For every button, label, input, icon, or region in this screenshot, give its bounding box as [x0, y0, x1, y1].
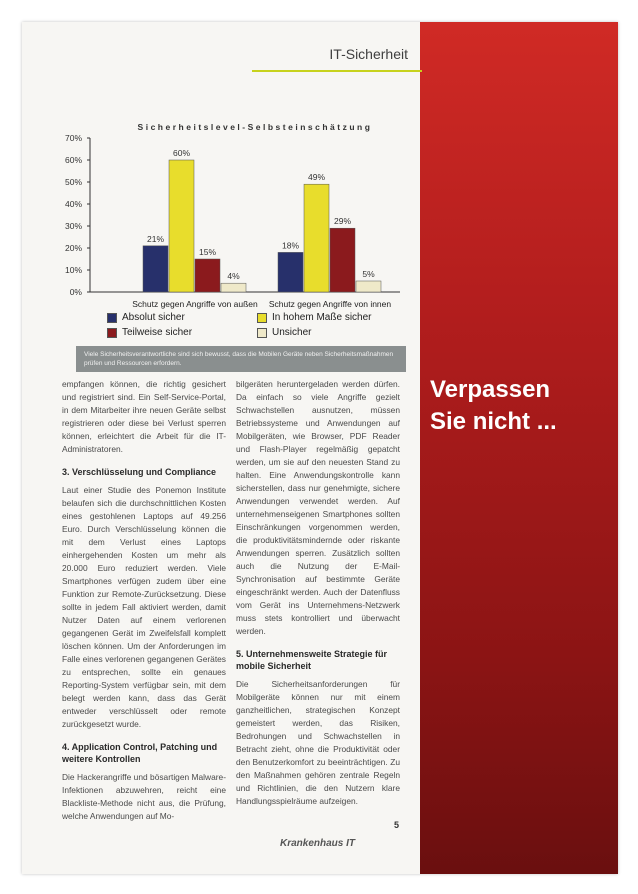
- data-label: 18%: [281, 240, 300, 251]
- bar: [169, 160, 194, 292]
- chart-caption: Viele Sicherheitsverantwortliche sind sich bewusst, dass die Mobilen Geräte neben Sicherheitsmaßnahmen prüfen und Ressourcen erfordern.: [76, 346, 406, 372]
- sidebar-heading-line-2: Sie nicht ...: [430, 408, 557, 435]
- y-tick-label: 10%: [64, 265, 82, 275]
- legend-item-hohem-masse: [257, 312, 372, 323]
- category-label: Schutz gegen Angriffe von außen: [132, 299, 258, 309]
- section-4-heading: 4. Application Control, Patching und weitere Kontrollen: [62, 742, 218, 764]
- legend-label: Teilweise sicher: [122, 327, 193, 338]
- intro-paragraph: empfangen können, die richtig gesichert und registriert sind. Ein Self-Service-Portal, in dem Mitarbeiter ihre neuen Geräte selbst registrieren oder diese bei Verlust sperren können, erleichtert die Arbeit für die IT-Administratoren.: [62, 379, 226, 454]
- bar: [195, 259, 220, 292]
- section-3-heading: 3. Verschlüsselung und Compliance: [62, 467, 217, 477]
- bar: [330, 228, 355, 292]
- legend-item-teilweise: [107, 327, 192, 338]
- data-label: 21%: [146, 233, 165, 244]
- data-label: 49%: [307, 172, 326, 183]
- legend-item-absolut: [107, 312, 185, 323]
- section-header: IT-Sicherheit: [329, 46, 408, 62]
- red-sidebar-band: [420, 22, 618, 874]
- section-3-body: Laut einer Studie des Ponemon Institute belaufen sich die durchschnittlichen Kosten eines gestohlenen Laptops auf 49.256 Euro. Durch Verschlüsselung können die mit dem Verlust eines Laptops einhergehenden Kosten um mehr als 20.000 Euro reduziert werden. Viele Smartphones verfügen zudem über eine Funktion zur Remote-Zurücksetzung. Diese sollte in jedem Fall aktiviert werden, damit Nutzer Daten auf einem verlorenen gegangenen Gerät im Zweifelsfall komplett löschen können. Um der Anforderungen im Falle eines verlorenen gegangenen Gerätes zu entsprechen, sollte ein genaues Reporting-System verfügbar sein, mit dem belegt werden kann, dass das Gerät entweder verschlüsselt oder remote zurückgesetzt wurde.: [62, 485, 226, 729]
- y-tick-label: 60%: [64, 155, 82, 165]
- end-marker: 5: [394, 820, 400, 830]
- legend-label: Unsicher: [272, 327, 312, 338]
- bar: [143, 246, 168, 292]
- y-tick-label: 50%: [64, 177, 82, 187]
- bar: [221, 283, 246, 292]
- data-label: 5%: [362, 269, 375, 279]
- header-rule: [252, 70, 422, 72]
- legend-swatch: [107, 328, 117, 338]
- category-label: Schutz gegen Angriffe von innen: [268, 299, 392, 309]
- data-label: 60%: [172, 148, 191, 158]
- magazine-page: [22, 22, 618, 874]
- y-tick-label: 20%: [64, 243, 82, 253]
- y-tick-label: 70%: [64, 133, 82, 143]
- legend-swatch: [257, 328, 267, 338]
- data-label: 4%: [227, 271, 240, 282]
- bar: [356, 281, 381, 292]
- y-tick-label: 0%: [69, 287, 82, 297]
- bar: [304, 184, 329, 292]
- section-5-heading: 5. Unternehmensweite Strategie für mobile Sicherheit: [236, 649, 388, 671]
- legend-swatch: [107, 313, 117, 323]
- sidebar-heading-line-1: Verpassen: [430, 376, 551, 403]
- chart-title: Sicherheitslevel-Selbsteinschätzung: [137, 122, 373, 132]
- magazine-logo: Krankenhaus IT: [280, 838, 356, 849]
- y-tick-label: 40%: [64, 199, 82, 209]
- section-4-body: Die Hackerangriffe und bösartigen Malware-Infektionen abzuwehren, reicht eine Blackliste-Methode nicht aus, die Prüfung, welche Anwendungen auf Mo-: [62, 772, 226, 821]
- chart-svg: [40, 100, 420, 315]
- y-tick-label: 30%: [64, 221, 82, 231]
- legend-label: Absolut sicher: [122, 312, 185, 323]
- legend-label: In hohem Maße sicher: [272, 312, 372, 323]
- data-label: 29%: [333, 216, 352, 227]
- text-column-left: [62, 378, 226, 823]
- legend-swatch: [257, 313, 267, 323]
- continuation-paragraph: bilgeräten heruntergeladen werden dürfen. Da einfach so viele Angriffe gezielt Schwachstellen ausnutzen, müssen Betriebssysteme und Anwendungen auf Mobilgeräten, wie Browser, PDF Reader und Flash-Player regelmäßig gepatcht werden, um sie auf den neuesten Stand zu halten. Eine Anwendungskontrolle kann sicherstellen, dass nur genehmigte, sichere Anwendungen verwendet werden. Auf unternehmenseigenen Smartphones sollten Einschränkungen vorgenommen werden, die produktivitätsmindernde oder riskante Anwendungen sperren. Zusätzlich sollten auch die Nutzung der E-Mail-Synchronisation auf bestimmte Geräte eingeschränkt werden. Auch der Datenfluss vom Gerät ins Unternehmens-Netzwerk muss stets kontrolliert und überwacht werden.: [236, 379, 400, 636]
- legend-item-unsicher: [257, 327, 311, 338]
- bar: [278, 252, 303, 292]
- sidebar-heading: [430, 374, 615, 438]
- section-5-body: Die Sicherheitsanforderungen für Mobilgeräte können nur mit einem ganzheitlichen, strategischen Konzept gemeistert werden, das Risiken, Bedrohungen und Schwachstellen in Betracht zieht, ohne die Produktivität oder den Benutzerkomfort zu beeinträchtigen. Zu den Maßnahmen gehören zentrale Regeln und Richtlinien, die den Nutzern klare Handlungsspielräume aufzeigen.: [236, 679, 400, 806]
- data-label: 15%: [198, 247, 217, 257]
- text-column-right: [236, 378, 400, 808]
